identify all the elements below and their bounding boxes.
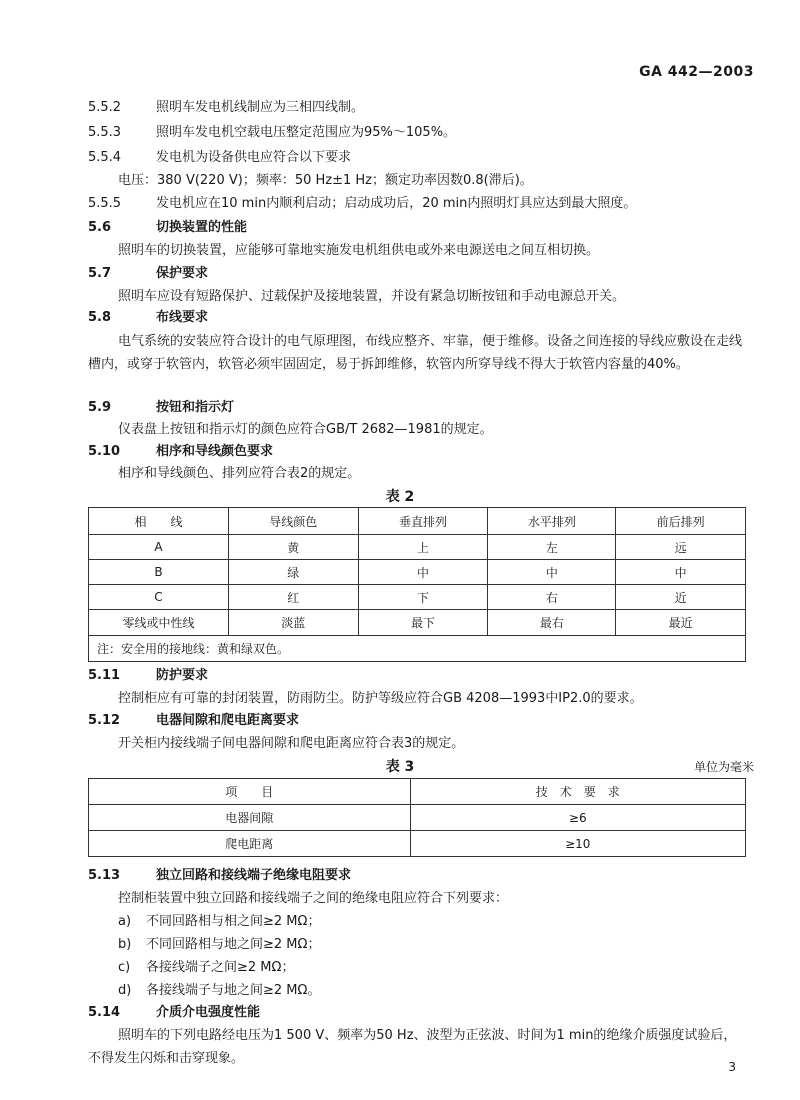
section-number: 5.9 bbox=[88, 400, 112, 415]
table-cell: 电器间隙 bbox=[89, 805, 411, 831]
table-cell: 近 bbox=[616, 585, 746, 610]
table-cell: 淡蓝 bbox=[228, 610, 358, 636]
section-text: 照明车发电机空载电压整定范围应为95%～105%。 bbox=[156, 125, 457, 140]
table-cell: 最下 bbox=[358, 610, 488, 636]
section-5-11-heading bbox=[88, 666, 208, 686]
section-5-9-heading bbox=[88, 398, 234, 418]
table-header-cell: 导线颜色 bbox=[228, 508, 358, 535]
table-row bbox=[89, 535, 746, 560]
table-cell: ≥6 bbox=[410, 805, 745, 831]
table-cell: 红 bbox=[228, 585, 358, 610]
table-row bbox=[89, 560, 746, 585]
section-title: 布线要求 bbox=[156, 310, 209, 325]
table-cell: 零线或中性线 bbox=[89, 610, 229, 636]
table-header-cell: 垂直排列 bbox=[358, 508, 488, 535]
section-5-8-heading bbox=[88, 308, 208, 328]
section-5-11-text: 控制柜应有可靠的封闭装置，防雨防尘。防护等级应符合GB 4208—1993中IP2.0的要求。 bbox=[118, 691, 643, 706]
list-item-text: 各接线端子之间≥2 MΩ； bbox=[146, 960, 295, 975]
table-cell: 上 bbox=[358, 535, 488, 560]
section-title: 独立回路和接线端子绝缘电阻要求 bbox=[156, 868, 352, 883]
list-item-text: 各接线端子与地之间≥2 MΩ。 bbox=[146, 983, 321, 998]
section-number: 5.6 bbox=[88, 220, 112, 235]
list-item-label: c) bbox=[118, 960, 131, 975]
table-row bbox=[89, 585, 746, 610]
section-number: 5.10 bbox=[88, 444, 121, 459]
table-header-cell: 前后排列 bbox=[616, 508, 746, 535]
list-item-label: a) bbox=[118, 914, 132, 929]
table-cell: 下 bbox=[358, 585, 488, 610]
table-header-cell: 水平排列 bbox=[488, 508, 616, 535]
section-5-14-text: 照明车的下列电路经电压为1 500 V、频率为50 Hz、波型为正弦波、时间为1 min的绝缘介质强度试验后，不得发生闪烁和击穿现象。 bbox=[88, 1028, 737, 1066]
section-title: 相序和导线颜色要求 bbox=[156, 444, 274, 459]
table-cell: 爬电距离 bbox=[89, 831, 411, 857]
section-5-7-text: 照明车应设有短路保护、过载保护及接地装置，并设有紧急切断按钮和手动电源总开关。 bbox=[118, 289, 626, 304]
table-header-row bbox=[89, 779, 746, 805]
table-cell: ≥10 bbox=[410, 831, 745, 857]
section-number: 5.5.5 bbox=[88, 196, 122, 211]
table-3 bbox=[88, 778, 746, 857]
section-title: 电器间隙和爬电距离要求 bbox=[156, 713, 300, 728]
table-row bbox=[89, 805, 746, 831]
section-5-12-text: 开关柜内接线端子间电器间隙和爬电距离应符合表3的规定。 bbox=[118, 736, 465, 751]
section-5-13-heading bbox=[88, 866, 351, 886]
table-2-title: 表 2 bbox=[385, 489, 415, 505]
section-5-9-text: 仪表盘上按钮和指示灯的颜色应符合GB/T 2682—1981的规定。 bbox=[118, 422, 493, 437]
section-number: 5.14 bbox=[88, 1005, 121, 1020]
section-5-5-5 bbox=[88, 194, 636, 214]
section-number: 5.12 bbox=[88, 713, 121, 728]
section-5-10-text: 相序和导线颜色、排列应符合表2的规定。 bbox=[118, 466, 361, 481]
section-number: 5.5.4 bbox=[88, 150, 122, 165]
section-title: 切换装置的性能 bbox=[156, 220, 248, 235]
section-number: 5.7 bbox=[88, 266, 112, 281]
section-5-5-4-detail: 电压：380 V(220 V)；频率：50 Hz±1 Hz；额定功率因数0.8(滞后)。 bbox=[118, 173, 533, 188]
table-3-title: 表 3 bbox=[385, 759, 415, 775]
section-5-8-text: 电气系统的安装应符合设计的电气原理图，布线应整齐、牢靠，便于维修。设备之间连接的导线应敷设在走线槽内，或穿于软管内，软管必须牢固固定，易于拆卸维修，软管内所穿导线不得大于软管内容量的40%。 bbox=[88, 334, 743, 372]
table-note-row bbox=[89, 636, 746, 662]
section-text: 发电机应在10 min内顺利启动；启动成功后，20 min内照明灯具应达到最大照度。 bbox=[156, 196, 637, 211]
section-number: 5.5.3 bbox=[88, 125, 122, 140]
list-item-text: 不同回路相与地之间≥2 MΩ； bbox=[146, 937, 321, 952]
section-number: 5.11 bbox=[88, 668, 121, 683]
section-5-6-heading bbox=[88, 218, 247, 238]
table-2 bbox=[88, 507, 746, 662]
list-item-label: b) bbox=[118, 937, 132, 952]
table-3-unit: 单位为毫米 bbox=[693, 760, 754, 774]
table-cell: A bbox=[89, 535, 229, 560]
table-header-row bbox=[89, 508, 746, 535]
section-5-5-2 bbox=[88, 98, 364, 118]
section-5-7-heading bbox=[88, 264, 208, 284]
section-number: 5.5.2 bbox=[88, 100, 122, 115]
table-header-cell: 相 线 bbox=[89, 508, 229, 535]
section-number: 5.13 bbox=[88, 868, 121, 883]
table-cell: 最近 bbox=[616, 610, 746, 636]
section-5-14-heading bbox=[88, 1003, 260, 1023]
table-cell: C bbox=[89, 585, 229, 610]
section-5-10-heading bbox=[88, 442, 273, 462]
table-cell: 中 bbox=[616, 560, 746, 585]
section-title: 保护要求 bbox=[156, 266, 209, 281]
table-cell: 中 bbox=[488, 560, 616, 585]
standard-code: GA 442—2003 bbox=[639, 64, 754, 80]
section-title: 按钮和指示灯 bbox=[156, 400, 235, 415]
table-cell: 黄 bbox=[228, 535, 358, 560]
table-cell: 远 bbox=[616, 535, 746, 560]
list-item-text: 不同回路相与相之间≥2 MΩ； bbox=[146, 914, 321, 929]
section-title: 介质介电强度性能 bbox=[156, 1005, 261, 1020]
table-row bbox=[89, 610, 746, 636]
section-number: 5.8 bbox=[88, 310, 112, 325]
section-title: 防护要求 bbox=[156, 668, 209, 683]
table-cell: 左 bbox=[488, 535, 616, 560]
table-cell: B bbox=[89, 560, 229, 585]
table-cell: 最右 bbox=[488, 610, 616, 636]
table-cell: 右 bbox=[488, 585, 616, 610]
section-5-5-4 bbox=[88, 148, 351, 168]
list-item bbox=[118, 912, 320, 932]
section-text: 照明车发电机线制应为三相四线制。 bbox=[156, 100, 365, 115]
section-5-13-text: 控制柜装置中独立回路和接线端子之间的绝缘电阻应符合下列要求： bbox=[118, 891, 509, 906]
list-item bbox=[118, 958, 294, 978]
table-row bbox=[89, 831, 746, 857]
section-5-6-text: 照明车的切换装置，应能够可靠地实施发电机组供电或外来电源送电之间互相切换。 bbox=[118, 243, 600, 258]
table-header-cell: 技 术 要 求 bbox=[410, 779, 745, 805]
section-5-12-heading bbox=[88, 711, 299, 731]
table-header-cell: 项 目 bbox=[89, 779, 411, 805]
page-number: 3 bbox=[728, 1060, 736, 1074]
table-cell: 绿 bbox=[228, 560, 358, 585]
section-5-5-3 bbox=[88, 123, 456, 143]
list-item bbox=[118, 981, 320, 1001]
list-item bbox=[118, 935, 320, 955]
table-note: 注：安全用的接地线：黄和绿双色。 bbox=[89, 636, 746, 662]
list-item-label: d) bbox=[118, 983, 132, 998]
section-text: 发电机为设备供电应符合以下要求 bbox=[156, 150, 352, 165]
table-cell: 中 bbox=[358, 560, 488, 585]
